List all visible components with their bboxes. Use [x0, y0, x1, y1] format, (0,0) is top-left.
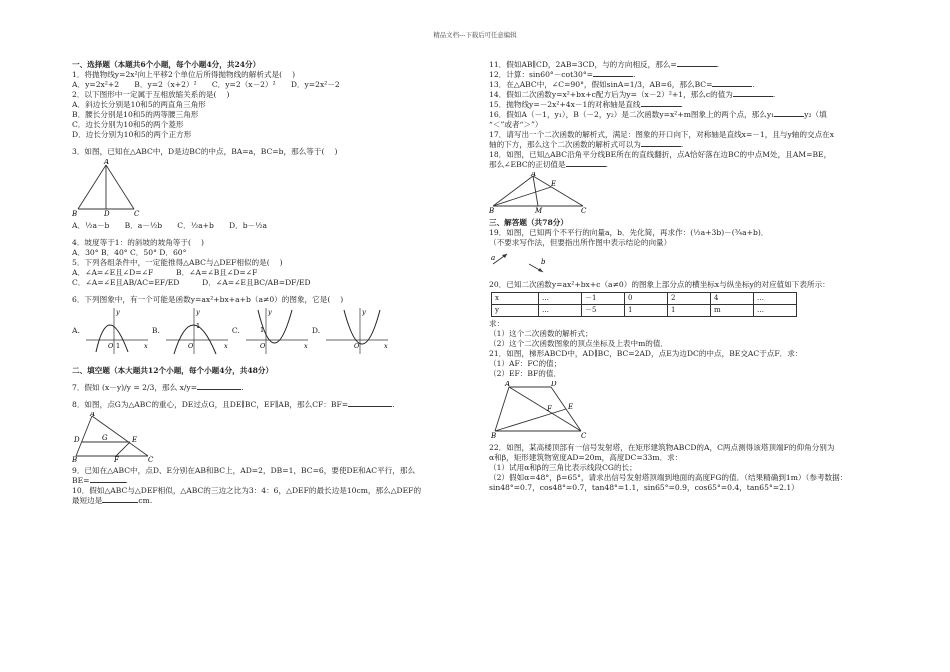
- q6-graph-options: [72, 306, 460, 356]
- q8-triangle-figure: [72, 412, 162, 462]
- q15-answer-blank[interactable]: [641, 106, 681, 107]
- table-cell: x: [492, 293, 539, 305]
- question-1: 1．将抛物线y=2x²向上平移2个单位后所得抛物线的解析式是( ): [72, 70, 296, 80]
- question-7: 7．假如 (x－y)/y = 2/3，那么 x/y= .: [72, 383, 244, 393]
- q19-label-b: b: [541, 258, 546, 267]
- question-12: 12．计算：sin60°－cot30°= .: [489, 70, 636, 80]
- question-18-text2: 那么∠EBC的正切值是: [489, 160, 566, 170]
- q16-answer-blank[interactable]: [774, 116, 804, 117]
- svg-text:O: O: [354, 342, 360, 351]
- q3-label-D: D: [104, 210, 110, 218]
- q21-label-A: A: [505, 381, 511, 389]
- question-20-part-2: （2）这个二次函数图象的顶点坐标及上表中m的值．: [489, 339, 669, 349]
- question-20-ask: 求：: [489, 319, 505, 329]
- question-2-option-a: A．斜边长分别是10和5的两直角三角形: [72, 100, 206, 110]
- q21-label-B: B: [491, 432, 497, 440]
- question-16: [489, 110, 879, 120]
- table-cell: …: [539, 305, 582, 317]
- question-7-text: 7．假如 (x－y)/y = 2/3，那么 x/y=: [72, 383, 198, 393]
- question-22-part-2: （2）假如α=48°，β=65°，请求出信号发射塔顶端到地面的高度FG的值．（结果精确到1m）（参考数据：: [489, 473, 848, 483]
- question-22: 22．如图，某高楼顶部有一信号发射塔，在矩形建筑物ABCD的A，C两点测得该塔顶端F的仰角分别为: [489, 443, 835, 453]
- question-11-text: 11．假如AB∥CD，2AB=3CD，与的方向相反，那么=: [489, 60, 677, 69]
- question-19: 19．如图，已知两个不平行的向量a，b．先化简，再求作：(½a+3b)－(¾a+b)．: [489, 228, 769, 238]
- table-row: [492, 305, 797, 317]
- table-row: [492, 293, 797, 305]
- q6-graph-d: [322, 306, 392, 356]
- question-5-options-cd: C．∠A=∠E且AB/AC=EF/ED D．∠A=∠E且BC/AB=DF/ED: [72, 278, 311, 288]
- q6-label-d: D.: [311, 326, 321, 336]
- q3-triangle-figure: [72, 159, 162, 217]
- svg-text:x: x: [143, 342, 148, 351]
- table-cell: 0: [625, 293, 668, 305]
- q18-label-B: B: [489, 207, 495, 215]
- question-22-part-1: （1）试用α和β的三角比表示线段CG的长；: [489, 463, 637, 473]
- question-3-options: A．½a－b B．a－½b C．½a+b D．b－½a: [72, 221, 268, 231]
- table-cell: m: [711, 305, 754, 317]
- left-column: [72, 60, 460, 506]
- q6-graph-c: [242, 306, 312, 356]
- document-header-note: 精品文档---下载后可任意编辑: [433, 31, 517, 39]
- question-2-option-d: D．边长分别为10和5的两个正方形: [72, 130, 192, 140]
- q18-label-A: A: [531, 172, 537, 179]
- table-cell: 1: [625, 305, 668, 317]
- q3-label-C: C: [134, 210, 140, 218]
- q6-label-c: C.: [231, 326, 240, 336]
- question-16-text: 16．假如A（－1，y₁），B（－2，y₂）是二次函数y=x²+m图象上的两个点，那么y₁: [489, 110, 775, 120]
- q21-label-C: C: [581, 432, 587, 440]
- q6-label-a: A.: [72, 326, 80, 336]
- question-16-line2: “＜”或者“＞”）: [489, 120, 543, 130]
- question-18-line2: 那么∠EBC的正切值是 .: [489, 160, 609, 170]
- svg-text:O: O: [187, 342, 194, 351]
- question-11: 11．假如AB∥CD，2AB=3CD，与的方向相反，那么= .: [489, 60, 720, 69]
- q9-answer-blank[interactable]: [90, 482, 126, 483]
- question-20: 20．已知二次函数y=ax²+bx+c（a≠0）的图象上部分点的横坐标x与纵坐标y的对应值如下表所示：: [489, 280, 830, 290]
- question-17-text2: 轴的下方，那么这个二次函数的解析式可以为: [489, 140, 641, 150]
- question-13: 13．在△ABC中，∠C=90°，假如sinA=1/3，AB=6，那么BC= .: [489, 80, 755, 90]
- q18-label-M: M: [535, 207, 543, 215]
- question-2-option-c: C．边长分别为10和5的两个菱形: [72, 120, 184, 130]
- table-cell: 4: [711, 293, 754, 305]
- q8-label-A: A: [90, 412, 96, 419]
- question-15: 15．抛物线y=－2x²+4x－1的对称轴是直线 .: [489, 100, 683, 110]
- q20-value-table: [491, 292, 797, 317]
- question-21: 21．如图，梯形ABCD中，AD∥BC，BC=2AD，点E为边DC的中点，BE交AC于点F．求：: [489, 349, 803, 359]
- q10-answer-blank[interactable]: [102, 502, 138, 503]
- q13-answer-blank[interactable]: [712, 86, 752, 87]
- question-6: 6．下列图象中，有一个可能是函数y=ax²+bx+a+b（a≠0）的图象，它是( ): [72, 295, 344, 305]
- question-13-text: 13．在△ABC中，∠C=90°，假如sinA=1/3，AB=6，那么BC=: [489, 80, 713, 90]
- svg-text:1: 1: [259, 326, 265, 335]
- table-cell: 2: [668, 293, 711, 305]
- q12-answer-blank[interactable]: [593, 76, 633, 77]
- question-10-shortest: 最短边是: [72, 496, 103, 506]
- q8-label-B: B: [72, 456, 78, 463]
- q18-label-E: E: [551, 180, 557, 189]
- question-9-line2: BE= .: [72, 476, 128, 486]
- q21-trapezoid-figure: [489, 381, 593, 439]
- question-9-be: BE=: [72, 476, 90, 486]
- question-22-reference-data: sin48°=0.7，cos48°=0.7，tan48°=1.1，sin65°=0.9，cos65°=0.4，tan65°=2.1）: [489, 483, 799, 493]
- svg-text:y: y: [267, 308, 272, 317]
- svg-text:1: 1: [115, 342, 121, 351]
- q6-label-b: B.: [151, 326, 160, 336]
- question-14-text: 14．假如二次函数y=x²+bx+c配方后为y=（x－2）²+1，那么c的值为: [489, 90, 733, 100]
- question-8: 8．如图，点G为△ABC的重心，DE过点G，且DE∥BC，EF∥AB，那么CF：BF= .: [72, 400, 395, 410]
- q19-label-a: a: [491, 254, 496, 263]
- q18-answer-blank[interactable]: [566, 166, 606, 167]
- question-14: 14．假如二次函数y=x²+bx+c配方后为y=（x－2）²+1，那么c的值为 .: [489, 90, 776, 100]
- table-cell: …: [754, 305, 797, 317]
- svg-text:y: y: [362, 308, 366, 317]
- question-21-part-2: （2）EF：BF的值．: [489, 369, 562, 379]
- svg-text:y: y: [115, 308, 120, 317]
- svg-text:x: x: [303, 342, 308, 351]
- q21-label-D: D: [551, 381, 557, 389]
- q8-label-D: D: [74, 436, 80, 445]
- q8-label-F: F: [114, 456, 119, 463]
- question-18: 18．如图，已知△ABC沿角平分线BE所在的直线翻折，点A恰好落在边BC的中点M处，且AM=BE，: [489, 150, 832, 160]
- svg-text:x: x: [384, 342, 388, 351]
- question-12-text: 12．计算：sin60°－cot30°=: [489, 70, 594, 80]
- question-9: 9．已知在△ABC中，点D、E分别在AB和BC上，AD=2，DB=1，BC=6，要使DE和AC平行，那么: [72, 466, 416, 476]
- q17-answer-blank[interactable]: [641, 146, 681, 147]
- question-10-line2: [72, 496, 460, 506]
- table-cell: …: [754, 293, 797, 305]
- q6-graph-b: [162, 306, 232, 356]
- table-cell: 1: [668, 305, 711, 317]
- question-8-text: 8．如图，点G为△ABC的重心，DE过点G，且DE∥BC，EF∥AB，那么CF：BF=: [72, 400, 349, 410]
- q8-label-C: C: [148, 456, 154, 463]
- q19-vector-figure: [489, 250, 569, 276]
- q18-label-C: C: [581, 207, 587, 215]
- question-5: 5．下列各组条件中，一定能推得△ABC与△DEF相似的是( ): [72, 258, 283, 268]
- svg-text:x: x: [223, 342, 228, 351]
- question-10: 10．假如△ABC与△DEF相似，△ABC的三边之比为3：4：6，△DEF的最长边是10cm，那么△DEF的: [72, 486, 422, 496]
- table-cell: …: [539, 293, 582, 305]
- q8-answer-blank[interactable]: [348, 406, 392, 407]
- section-heading-solve: 三、解答题（共78分）: [489, 218, 568, 228]
- question-17: 17．请写出一个二次函数的解析式，满足：图象的开口向下，对称轴是直线x=－1，且与y轴的交点在x: [489, 130, 835, 140]
- q3-label-A: A: [104, 159, 110, 167]
- question-10-unit: cm.: [138, 496, 153, 506]
- svg-text:y: y: [195, 308, 200, 317]
- question-1-options: A．y=2x²+2 B．y=2（x+2）² C．y=2（x－2）² D．y=2x²－2: [72, 80, 340, 90]
- table-cell: －1: [582, 293, 625, 305]
- q14-answer-blank[interactable]: [733, 96, 773, 97]
- question-4: 4．坡度等于1：的斜坡的坡角等于( ): [72, 238, 204, 248]
- question-22-line2: α和β，矩形建筑物宽度AD=20m，高度DC=33m．求：: [489, 453, 683, 463]
- question-20-part-1: （1）这个二次函数的解析式；: [489, 329, 593, 339]
- section-heading-choice: 一、选择题（本题共6个小题，每个小题4分，共24分）: [72, 60, 261, 69]
- question-19-note: （不要求写作法，但要指出所作图中表示结论的向量）: [489, 238, 672, 248]
- question-2: 2．以下图形中一定属于互相放缩关系的是( ): [72, 90, 230, 100]
- svg-text:1: 1: [195, 322, 201, 331]
- svg-text:O: O: [259, 342, 266, 351]
- question-21-part-1: （1）AF：FC的值；: [489, 359, 562, 369]
- q3-label-B: B: [72, 210, 78, 218]
- q21-label-F: F: [547, 405, 552, 414]
- section-heading-fill: 二、填空题（本大题共12个小题，每个小题4分，共48分）: [72, 366, 274, 376]
- question-2-option-b: B．腰长分别是10和5的两等腰三角形: [72, 110, 199, 120]
- q18-triangle-figure: [489, 172, 589, 214]
- q7-answer-blank[interactable]: [197, 389, 241, 390]
- q8-label-E: E: [132, 436, 138, 445]
- table-cell: －5: [582, 305, 625, 317]
- q6-graph-a: [82, 306, 152, 356]
- question-5-options-ab: A．∠A=∠E且∠D=∠F B．∠A=∠B且∠D=∠F: [72, 268, 258, 278]
- question-3: 3．如图，已知在△ABC中，D是边BC的中点，BA=a，BC=b，那么等于( ): [72, 147, 338, 157]
- question-15-text: 15．抛物线y=－2x²+4x－1的对称轴是直线: [489, 100, 641, 110]
- svg-text:O: O: [107, 342, 114, 351]
- table-cell: y: [492, 305, 539, 317]
- question-17-line2: 轴的下方，那么这个二次函数的解析式可以为 .: [489, 140, 684, 150]
- question-4-options: A．30° B．40° C．50° D．60°: [72, 248, 187, 258]
- q11-answer-blank[interactable]: [677, 66, 717, 67]
- q21-label-E: E: [568, 403, 574, 412]
- right-column: [489, 60, 879, 493]
- question-16-tail: y₂（填: [804, 110, 827, 120]
- q8-label-G: G: [102, 434, 108, 443]
